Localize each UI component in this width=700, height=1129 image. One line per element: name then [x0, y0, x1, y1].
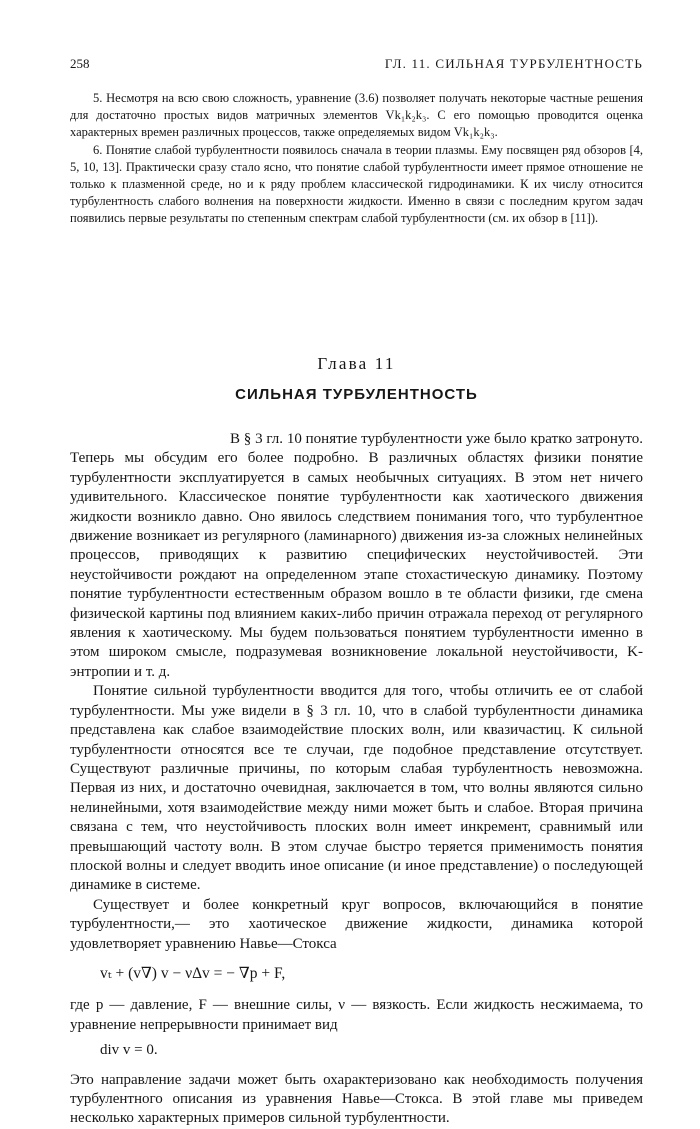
note-6: 6. Понятие слабой турбулентности появилось сначала в теории плазмы. Ему посвящен ряд обзоров [4, 5, 10, 13]. Практически сразу стало ясно, что понятие слабой турбулентности имеет прямое отношение не только к плазменной среде, но и к ряду проблем классической гидродинамики. К их числу относится турбулентность слабого волнения на поверхности жидкости. Именно в связи с последним кругом задач появились первые результаты по степенным спектрам слабой турбулентности (см. их обзор в [11]).: [70, 142, 643, 226]
book-page: [70, 56, 643, 1127]
continuity-equation: div v = 0.: [100, 1042, 158, 1059]
paragraph-3: Существует и более конкретный круг вопросов, включающийся в понятие турбулентности,— это хаотическое движение жидкости, динамика которой удовлетворяет уравнению Навье—Стокса: [70, 896, 643, 952]
navier-stokes-equation: vₜ + (v∇) v − νΔv = − ∇p + F,: [100, 964, 286, 982]
note-5: 5. Несмотря на всю свою сложность, уравнение (3.6) позволяет получать некоторые частные решения для достаточно простых видов матричных элементов Vk₁k₂k₃. С его помощью проводится оценка характерных времен различных процессов, также определяемых видом Vk₁k₂k₃.: [70, 91, 643, 140]
chapter-notes: [70, 90, 643, 228]
chapter-title: СИЛЬНАЯ ТУРБУЛЕНТНОСТЬ: [235, 386, 478, 403]
paragraph-4: где p — давление, F — внешние силы, ν — вязкость. Если жидкость несжимаема, то уравнение непрерывности принимает вид: [70, 997, 643, 1033]
paragraph-2: Понятие сильной турбулентности вводится для того, чтобы отличить ее от слабой турбулентности. Мы уже видели в § 3 гл. 10, что в слабой турбулентности динамика представлена как слабое взаимодействие плоских волн, или квазичастиц. К сильной турбулентности относятся все те случаи, где подобное представление отсутствует. Существуют различные причины, по которым слабая турбулентность невозможна. Первая из них, и достаточно очевидная, заключается в том, что волны являются сильно нелинейными, хотя взаимодействие между ними может быть и слабое. Вторая причина связана с тем, что неустойчивость плоских волн имеет инкремент, сравнимый или превышающий частоту волн. В этом случае быстро теряется применимость понятия плоской волны и следует вводить иное описание (и иное представление) о последующей динамике в системе.: [70, 683, 643, 894]
chapter-body: [70, 430, 643, 1129]
running-title: ГЛ. 11. СИЛЬНАЯ ТУРБУЛЕНТНОСТЬ: [384, 56, 643, 71]
paragraph-5: Это направление задачи может быть охарактеризовано как необходимость получения турбулентного описания из уравнения Навье—Стокса. В этой главе мы приведем несколько характерных примеров сильной турбулентности.: [70, 1071, 643, 1127]
page-number: 258: [70, 56, 90, 71]
chapter-label: Глава 11: [317, 354, 396, 373]
page-header: [70, 56, 643, 78]
paragraph-1: В § 3 гл. 10 понятие турбулентности уже было кратко затронуто. Теперь мы обсудим его более подробно. В различных областях физики понятие турбулентности эксплуатируется в самых необычных ситуациях. В этом нет ничего удивительного. Классическое понятие турбулентности как хаотического движения жидкости возникло давно. Оно явилось следствием понимания того, что турбулентное движение возникает из регулярного (ламинарного) движения из-за сложных нелинейных процессов, приводящих к развитию специфических неустойчивостей. Эти неустойчивости рождают на определенном этапе стохастическую динамику. Поэтому понятие турбулентности естественным образом вошло в те области физики, где смена физической картины под влиянием каких-либо причин отражала переход от регулярного явления к хаотическому. Мы будем пользоваться понятием турбулентности именно в этом широком смысле, подразумевая возникновение локальной неустойчивости, K-энтропии и т. д.: [70, 431, 643, 680]
